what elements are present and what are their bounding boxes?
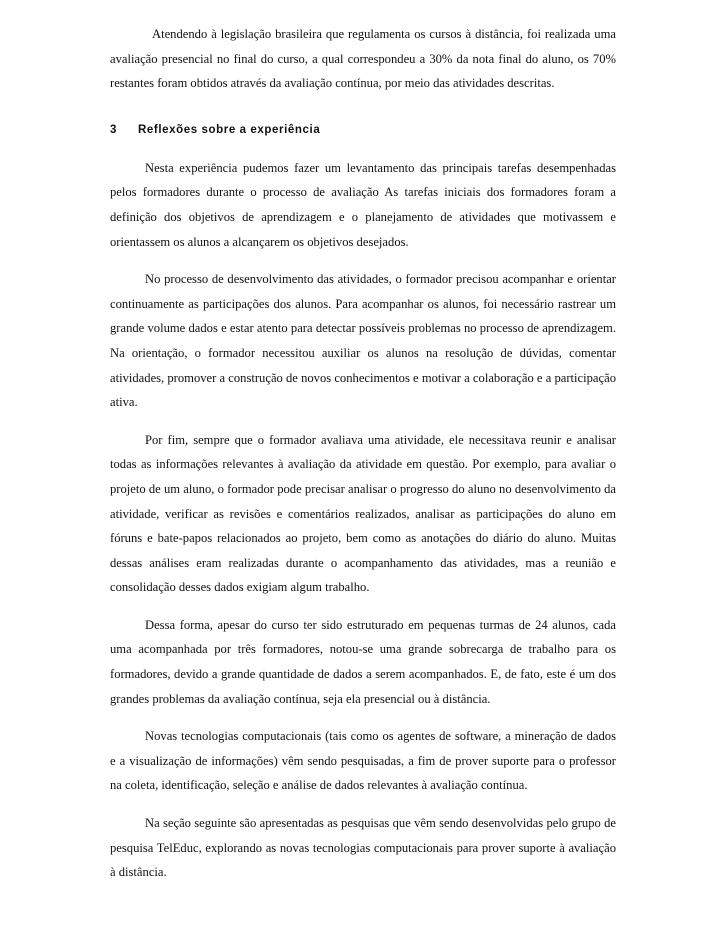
document-page — [110, 22, 616, 885]
paragraph-1: Nesta experiência pudemos fazer um levantamento das principais tarefas desempenhadas pelos formadores durante o processo de avaliação As tarefas iniciais dos formadores foram a definição dos objetivos de aprendizagem e o planejamento de atividades que motivassem e orientassem os alunos a alcançarem os objetivos desejados. — [110, 160, 616, 249]
paragraph-2: No processo de desenvolvimento das atividades, o formador precisou acompanhar e orientar continuamente as participações dos alunos. Para acompanhar os alunos, foi necessário rastrear um grande volume dados e estar atento para detectar possíveis problemas no processo de aprendizagem. Na orientação, o formador necessitou auxiliar os alunos na resolução de dúvidas, comentar atividades, promover a construção de novos conhecimentos e motivar a colaboração e a participação ativa. — [110, 272, 616, 410]
intro-paragraph: Atendendo à legislação brasileira que regulamenta os cursos à distância, foi realizada uma avaliação presencial no final do curso, a qual correspondeu a 30% da nota final do aluno, os 70% restantes foram obtidos através da avaliação contínua, por meio das atividades descritas. — [110, 27, 616, 91]
paragraph-5: Novas tecnologias computacionais (tais como os agentes de software, a mineração de dados e a visualização de informações) vêm sendo pesquisadas, a fim de prover suporte para o professor na coleta, identificação, seleção e análise de dados relevantes à avaliação contínua. — [110, 729, 616, 793]
section-number: 3 — [110, 123, 117, 136]
paragraph-4: Dessa forma, apesar do curso ter sido estruturado em pequenas turmas de 24 alunos, cada uma acompanhada por três formadores, notou-se uma grande sobrecarga de trabalho para os formadores, devido a grande quantidade de dados a serem acompanhados. E, de fato, este é um dos grandes problemas da avaliação contínua, seja ela presencial ou à distância. — [110, 617, 616, 706]
paragraph-6: Na seção seguinte são apresentadas as pesquisas que vêm sendo desenvolvidas pelo grupo de pesquisa TelEduc, explorando as novas tecnologias computacionais para prover suporte à avaliação à distância. — [110, 816, 616, 880]
paragraph-3: Por fim, sempre que o formador avaliava uma atividade, ele necessitava reunir e analisar todas as informações relevantes à avaliação da atividade em questão. Por exemplo, para avaliar o projeto de um aluno, o formador pode precisar analisar o progresso do aluno no desenvolvimento da atividade, verificar as revisões e comentários realizados, analisar as participações do aluno em fóruns e bate-papos relacionados ao projeto, bem como as anotações do diário do aluno. Muitas dessas análises eram realizadas durante o acompanhamento das atividades, mas a reunião e consolidação desses dados exigiam algum trabalho. — [110, 432, 616, 595]
section-heading — [110, 120, 616, 140]
section-title: Reflexões sobre a experiência — [138, 123, 321, 136]
